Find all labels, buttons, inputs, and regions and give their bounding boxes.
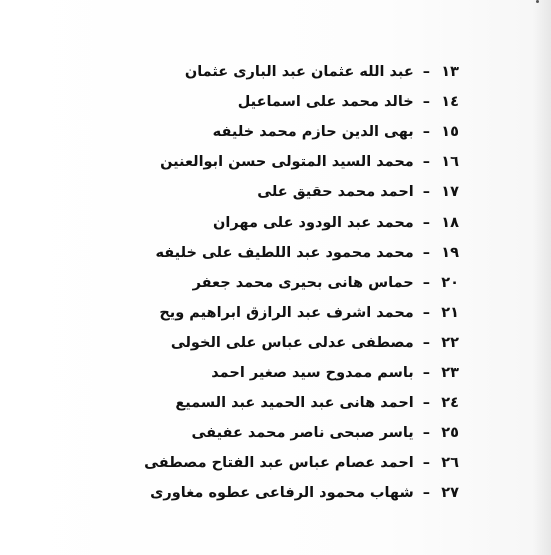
item-name: حماس هانى بحيرى محمد جعفر [192,274,414,291]
item-number: ٢١ [441,304,459,321]
item-separator: – [422,425,430,442]
list-item [144,298,459,328]
item-separator: – [422,184,430,201]
item-number: ١٥ [441,124,459,141]
list-item [144,57,459,87]
item-separator: – [422,244,430,261]
item-number: ١٦ [441,154,459,171]
item-number: ٢٥ [441,425,459,442]
item-separator: – [422,64,430,81]
item-separator: – [422,214,430,231]
item-name: شهاب محمود الرفاعى عطوه مغاورى [150,485,414,502]
names-list [144,57,459,508]
item-separator: – [422,94,430,111]
list-item [144,207,459,237]
item-separator: – [422,364,430,381]
item-name: احمد محمد حقيق على [257,184,414,201]
list-item [144,117,459,147]
corner-dot [536,0,539,3]
item-number: ٢٤ [441,395,459,412]
item-name: محمد اشرف عبد الرازق ابراهيم ويح [159,304,414,321]
item-separator: – [422,154,430,171]
item-separator: – [422,395,430,412]
list-item [144,268,459,298]
item-separator: – [422,124,430,141]
item-number: ٢٣ [441,364,459,381]
item-number: ٢٦ [441,455,459,472]
item-name: محمد عبد الودود على مهران [213,214,414,231]
item-name: محمد السيد المتولى حسن ابوالعنين [160,154,414,171]
item-separator: – [422,304,430,321]
list-item [144,478,459,508]
item-name: عبد الله عثمان عبد البارى عثمان [184,64,414,81]
list-item [144,87,459,117]
list-item [144,328,459,358]
list-item [144,448,459,478]
item-number: ٢٧ [441,485,459,502]
item-name: احمد عصام عباس عبد الفتاح مصطفى [144,455,414,472]
item-number: ١٣ [441,64,459,81]
item-name: مصطفى عدلى عباس على الخولى [170,334,414,351]
item-number: ١٧ [441,184,459,201]
item-number: ١٩ [441,244,459,261]
item-number: ٢٢ [441,334,459,351]
item-name: بهى الدين حازم محمد خليفه [212,124,414,141]
item-separator: – [422,334,430,351]
item-name: خالد محمد على اسماعيل [237,94,414,111]
item-name: باسم ممدوح سيد صغير احمد [211,364,414,381]
list-item [144,177,459,207]
item-number: ١٨ [441,214,459,231]
item-number: ١٤ [441,94,459,111]
item-separator: – [422,485,430,502]
list-item [144,238,459,268]
list-item [144,147,459,177]
item-name: محمد محمود عبد اللطيف على خليفه [155,244,414,261]
list-item [144,358,459,388]
item-name: ياسر صبحى ناصر محمد عفيفى [191,425,414,442]
item-separator: – [422,274,430,291]
item-name: احمد هانى عبد الحميد عبد السميع [175,395,414,412]
list-item [144,388,459,418]
page-edge-shadow [533,0,551,555]
list-item [144,418,459,448]
item-number: ٢٠ [441,274,459,291]
item-separator: – [422,455,430,472]
